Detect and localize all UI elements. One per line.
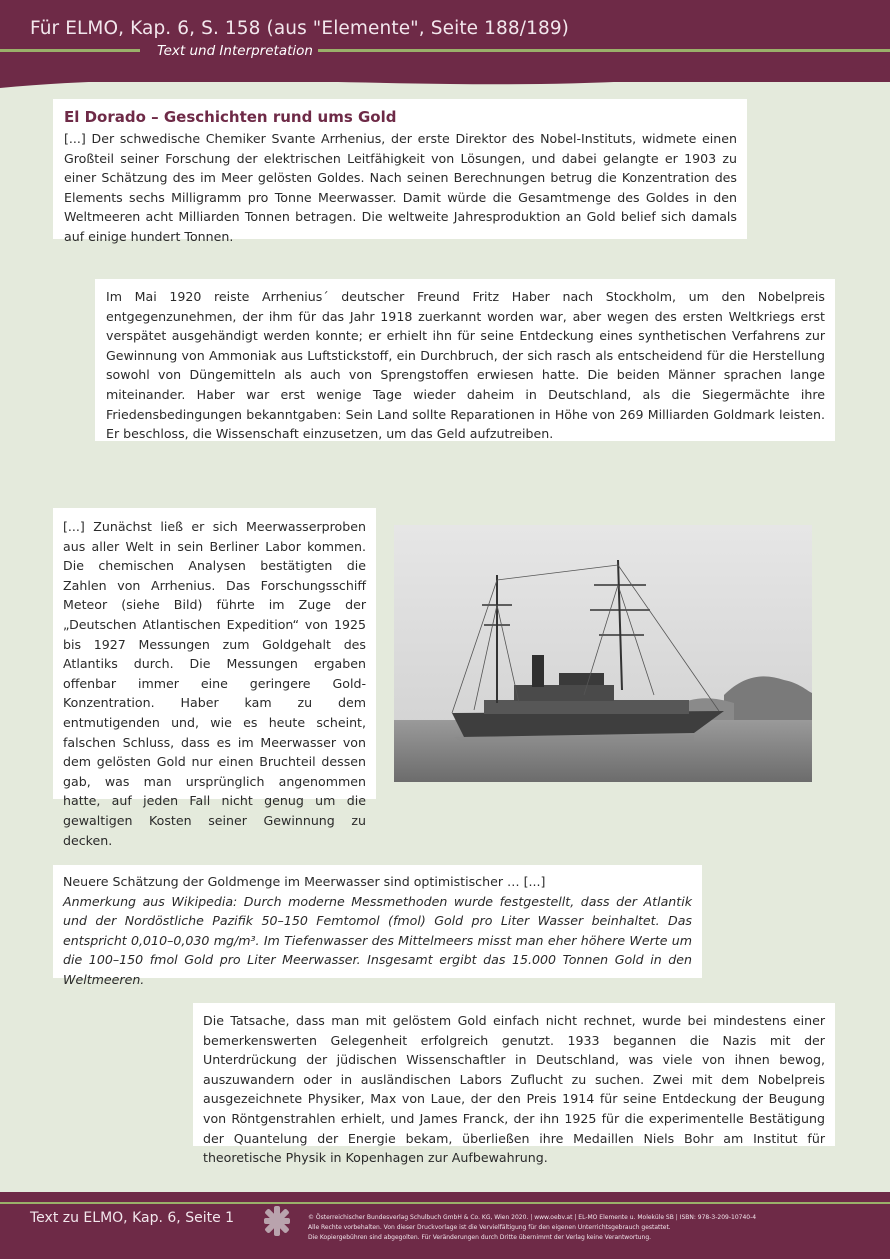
page-footer [0,1192,890,1259]
paragraph-haber: Im Mai 1920 reiste Arrhenius´ deutscher Freund Fritz Haber nach Stockholm, um den Nobelpreis entgegenzunehmen, der ihm für das Jahr 1918 zuerkannt worden war, aber wegen des ersten Weltkriegs erst verspätet ausgehändigt werden konnte; er erhielt ihn für seine Entdeckung eines synthetischen Verfahrens zur Gewinnung von Ammoniak aus Luftstickstoff, ein Durchbruch, der sich rasch als entscheidend für die Herstellung sowohl von Düngemitteln als auch von Sprengstoffen erwiesen hatte. Die beiden Männer sprachen lange miteinander. Haber war erst wenige Tage wieder daheim in Deutschland, als die Siegermächte ihre Friedensbedingungen bekanntgaben: Sein Land sollte Reparationen in Höhe von 269 Milliarden Goldmark leisten. Er beschloss, die Wissenschaft einzusetzen, um das Geld aufzutreiben. [106,289,825,442]
paragraph-wikipedia-note: Anmerkung aus Wikipedia: Durch moderne Messmethoden wurde festgestellt, dass der Atlantik und der Nordöstliche Pazifik 50–150 Femtomol (fmol) Gold pro Liter Wasser beinhaltet. Das entspricht 0,010–0,030 mg/m³. Im Tiefenwasser des Mittelmeers misst man eher höhere Werte um die 100–150 fmol Gold pro Liter Meerwasser. Insgesamt ergibt das 15.000 Tonnen Gold in den Weltmeeren. [63,893,692,987]
header-divider-right [318,49,890,52]
page-subtitle: Text und Interpretation [157,43,313,59]
ship-photo [394,525,812,782]
publisher-logo-icon [262,1204,292,1238]
copyright-notice [308,1213,756,1243]
text-box-el-dorado [53,99,747,244]
page-title: Für ELMO, Kap. 6, S. 158 (aus "Elemente", Seite 188/189) [30,18,570,39]
header-wave [0,60,890,100]
copyright-line: Alle Rechte vorbehalten. Von dieser Druckvorlage ist die Vervielfältigung für den eigenen Unterrichtsgebrauch gestattet. [308,1224,671,1231]
copyright-line: Die Kopiergebühren sind abgegolten. Für Veränderungen durch Dritte übernimmt der Verlag keine Verantwortung. [308,1234,652,1241]
paragraph-estimate: Neuere Schätzung der Goldmenge im Meerwasser sind optimistischer … [...] [63,874,546,889]
text-box-medals [193,1003,835,1166]
header-divider-left [0,49,140,52]
footer-divider [0,1202,890,1204]
page-header [0,0,890,82]
paragraph-arrhenius: [...] Der schwedische Chemiker Svante Arrhenius, der erste Direktor des Nobel-Instituts, widmete einen Großteil seiner Forschung der elektrischen Leitfähigkeit von Lösungen, und dabei gelangte er 1903 zu einer Schätzung des im Meer gelösten Goldes. Nach seinen Berechnungen betrug die Konzentration des Elements sechs Milligramm pro Tonne Meerwasser. Damit würde die Gesamtmenge des Goldes in den Weltmeeren acht Milliarden Tonnen betragen. Die weltweite Jahresproduktion an Gold belief sich damals auf einige hundert Tonnen. [64,131,737,244]
paragraph-meteor: [...] Zunächst ließ er sich Meerwasserproben aus aller Welt in sein Berliner Labor kommen. Die chemischen Analysen bestätigten die Zahlen von Arrhenius. Das Forschungsschiff Meteor (siehe Bild) führte im Zuge der „Deutschen Atlantischen Expedition“ von 1925 bis 1927 Messungen zum Goldgehalt des Atlantiks durch. Die Messungen ergaben offenbar immer eine geringere Gold-Konzentration. Haber kam zu dem entmutigenden und, wie es heute scheint, falschen Schluss, dass es im Meerwasser von dem gelösten Gold nur einen Bruchteil dessen gab, was man ursprünglich angenommen hatte, auf jeden Fall nicht genug um die gewaltigen Kosten seiner Gewinnung zu decken. [63,519,366,848]
text-box-meteor [53,508,376,848]
footer-title: Text zu ELMO, Kap. 6, Seite 1 [30,1210,235,1226]
section-heading: El Dorado – Geschichten rund ums Gold [64,108,397,126]
paragraph-medals: Die Tatsache, dass man mit gelöstem Gold einfach nicht rechnet, wurde bei mindestens einer bemerkenswerten Gelegenheit erfolgreich genutzt. 1933 begannen die Nazis mit der Unterdrückung der jüdischen Wissenschaftler in Deutschland, was viele von ihnen bewog, auszuwandern oder in ausländischen Labors Zuflucht zu suchen. Zwei mit dem Nobelpreis ausgezeichnete Physiker, Max von Laue, der den Preis 1914 für seine Entdeckung der Beugung von Röntgenstrahlen erhielt, und James Franck, der ihn 1925 für die experimentelle Bestätigung der Quantelung der Energie bekam, überließen ihre Medaillen Niels Bohr am Institut für theoretische Physik in Kopenhagen zur Aufbewahrung. [203,1013,825,1166]
text-box-estimate [53,865,702,987]
copyright-line: © Österreichischer Bundesverlag Schulbuch GmbH & Co. KG, Wien 2020. | www.oebv.at | EL-MO Elemente u. Moleküle SB | ISBN: 978-3-209-10740-4 [308,1214,757,1221]
text-box-haber [95,279,835,441]
